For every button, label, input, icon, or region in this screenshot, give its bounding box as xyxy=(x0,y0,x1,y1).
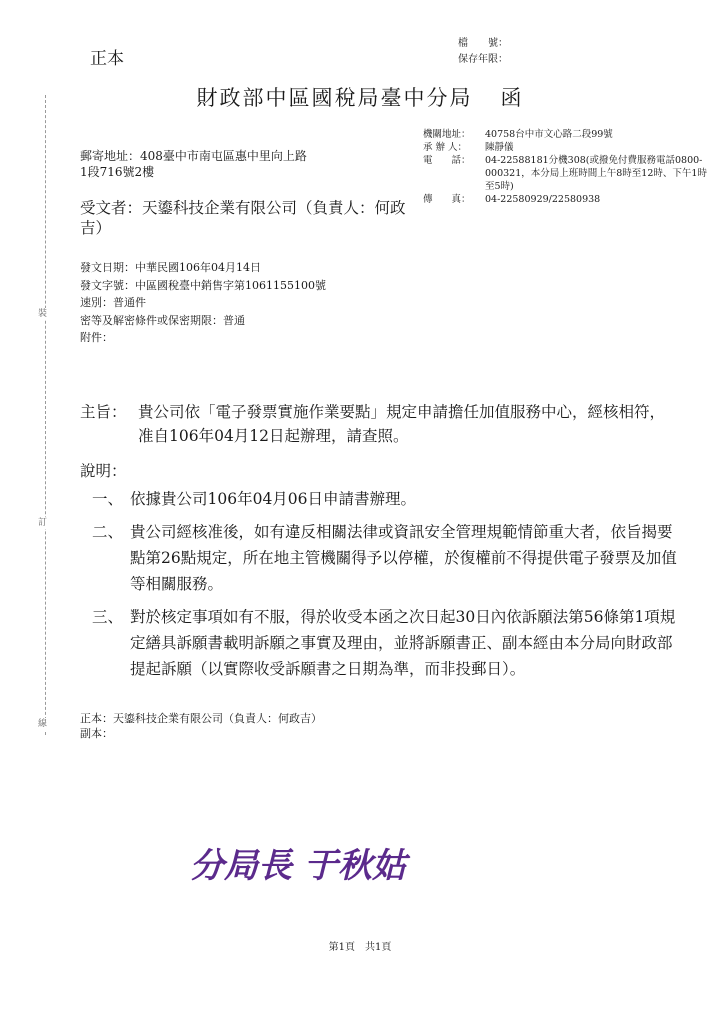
item-number: 二、 xyxy=(92,523,124,541)
page-number: 第1頁 共1頁 xyxy=(328,942,392,953)
handler-row xyxy=(423,141,708,154)
subject-text: 貴公司依「電子發票實施作業要點」規定申請擔任加值服務中心，經核相符，准自106年04月12日起辦理，請查照。 xyxy=(138,403,666,445)
agency-contact xyxy=(423,128,708,206)
agency-address-value: 40758台中市文心路二段99號 xyxy=(485,129,613,140)
fax-row xyxy=(423,193,708,206)
recipient: 受文者：天鎏科技企業有限公司（負責人：何政吉） xyxy=(80,199,406,237)
signature-text: 分局長 于秋姑 xyxy=(190,846,406,886)
binding-char-zhuang: 裝 xyxy=(38,309,48,319)
fax-key: 傳 真： xyxy=(423,194,471,205)
agency-address-row xyxy=(423,128,708,141)
duplicate-copy: 副本： xyxy=(80,727,113,740)
doc-type: 函 xyxy=(500,86,524,110)
attachments: 附件： xyxy=(80,331,113,344)
handler-key: 承 辦 人： xyxy=(423,142,468,153)
reference-number: 發文字號：中區國稅臺中銷售字第1061155100號 xyxy=(80,278,326,292)
signature-stamp xyxy=(188,815,528,895)
explanation-label: 說明： xyxy=(80,462,127,480)
phone-key: 電 話： xyxy=(423,155,471,166)
delivery-speed: 速別：普通件 xyxy=(80,296,146,309)
copy-mark: 正本 xyxy=(90,49,124,69)
handler-value: 陳靜儀 xyxy=(485,142,514,153)
document-title xyxy=(0,82,720,112)
archive-info xyxy=(458,36,508,68)
sender-address xyxy=(80,148,370,180)
explanation-item-3 xyxy=(92,604,682,682)
agency-name: 財政部中區國稅局臺中分局 xyxy=(196,86,473,110)
phone-value: 04-22588181分機308(或撥免付費服務電話0800-000321，本分局上班時間上午8時至12時、下午1時至5時) xyxy=(485,155,707,192)
original-copy: 正本：天鎏科技企業有限公司（負責人：何政吉） xyxy=(80,712,322,725)
item-text: 貴公司經核准後，如有違反相關法律或資訊安全管理規範情節重大者，依旨揭要點第26點規定，所在地主管機關得予以停權，於復權前不得提供電子發票及加值等相關服務。 xyxy=(130,523,677,593)
address-line-1: 郵寄地址：408臺中市南屯區惠中里向上路 xyxy=(80,149,307,163)
address-line-2: 1段716號2樓 xyxy=(80,165,155,179)
agency-address-key: 機關地址： xyxy=(423,129,471,140)
subject-label: 主旨： xyxy=(80,403,127,421)
binding-line xyxy=(45,95,46,735)
security-level: 密等及解密條件或保密期限：普通 xyxy=(80,313,245,327)
issue-date: 發文日期：中華民國106年04月14日 xyxy=(80,261,261,274)
item-number: 三、 xyxy=(92,608,124,626)
retention-period: 保存年限： xyxy=(458,54,508,65)
document-meta xyxy=(80,259,326,347)
copy-recipients xyxy=(80,711,322,741)
explanation-item-1 xyxy=(92,486,682,512)
fax-value: 04-22580929/22580938 xyxy=(485,194,601,205)
phone-row xyxy=(423,154,708,193)
subject xyxy=(80,400,680,448)
item-text: 依據貴公司106年04月06日申請書辦理。 xyxy=(130,490,417,508)
item-text: 對於核定事項如有不服，得於收受本函之次日起30日內依訴願法第56條第1項規定繕具訴願書載明訴願之事實及理由，並將訴願書正、副本經由本分局向財政部提起訴願（以實際收受訴願書之日期為準，而非投郵日）。 xyxy=(130,608,676,678)
explanation-item-2 xyxy=(92,519,682,597)
binding-char-xian: 線 xyxy=(38,719,48,729)
file-number: 檔 號： xyxy=(458,38,508,49)
binding-char-ding: 訂 xyxy=(38,518,48,528)
item-number: 一、 xyxy=(92,490,124,508)
